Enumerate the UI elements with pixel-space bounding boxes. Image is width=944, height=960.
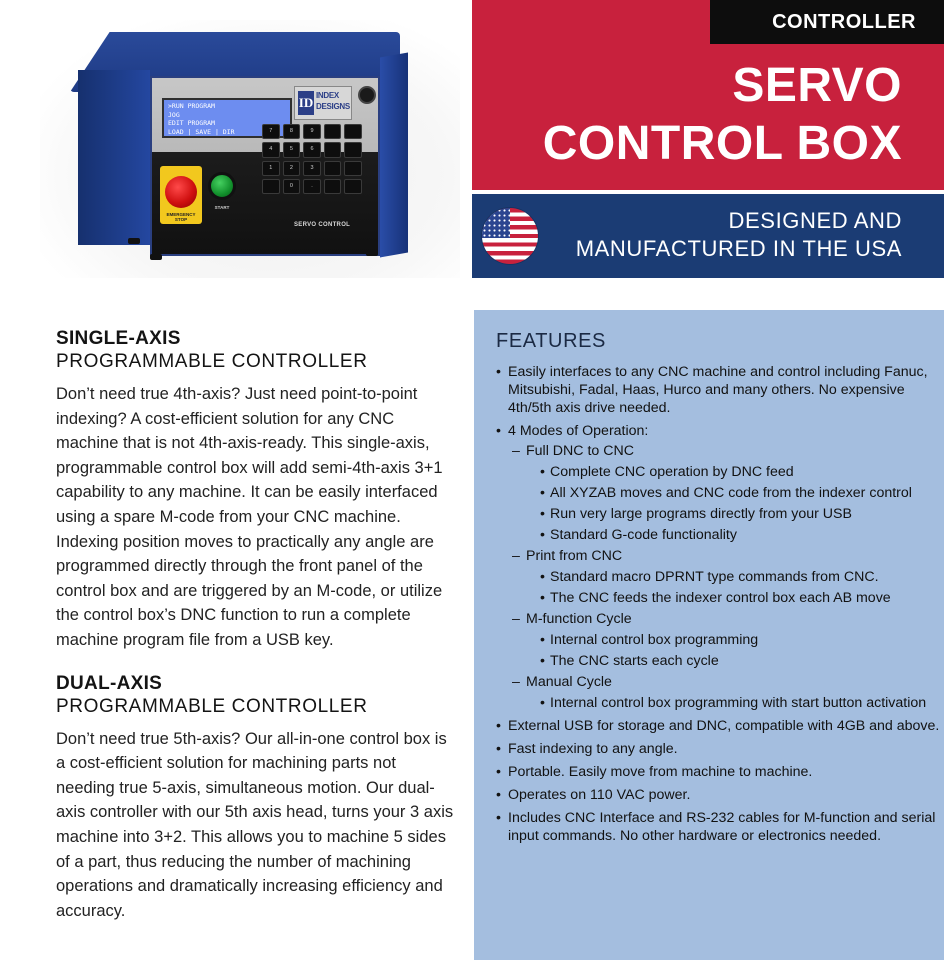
mode-detail: • The CNC starts each cycle xyxy=(540,652,944,670)
section-subheading: PROGRAMMABLE CONTROLLER xyxy=(56,695,368,717)
section-body: Don’t need true 4th-axis? Just need point-to-point indexing? A cost-efficient solution for any CNC machine that is not 4th-axis-ready. This single-axis, programmable control box will add semi-4th-axis 3+1 capability to any machine. It can be easily interfaced using a spare M-code from your CNC machine. Indexing position moves to practically any angle are programmed directly through the front panel of the control box and are triggered by an M-code, or utilize the control box’s DNC function to run a complete machine program file from a USB key. xyxy=(56,385,443,649)
keypad-key: 0 xyxy=(283,179,301,194)
mode-name: Print from CNC xyxy=(526,548,623,564)
section-subheading: PROGRAMMABLE CONTROLLER xyxy=(56,351,368,372)
mode-item xyxy=(512,547,944,607)
feature-item-modes xyxy=(496,422,944,712)
mode-detail: • Internal control box programming with start button activation xyxy=(540,694,944,712)
usa-flag-icon xyxy=(482,208,538,264)
keypad-key: 2 xyxy=(283,161,301,176)
mode-details xyxy=(526,568,944,607)
lcd-line: LOAD | SAVE | DIR xyxy=(168,127,235,136)
keypad-key: 7 xyxy=(262,124,280,139)
mode-detail: • Run very large programs directly from your USB xyxy=(540,505,944,523)
mode-item xyxy=(512,673,944,712)
mode-details xyxy=(526,463,944,544)
section-body: Don’t need true 5th-axis? Our all-in-one control box is a cost-efficient solution for machining parts not needing true 5-axis, simultaneous motion. Our dual-axis controller with our 5th axis head, turns your 3 axis machine into 3+2. This allows you to machine 5 sides of a part, thus reducing the number of machining operations and dramatically increasing efficiency and accuracy. xyxy=(56,729,454,920)
keypad-key: 4 xyxy=(262,142,280,157)
origin-panel xyxy=(472,194,944,278)
keypad xyxy=(262,124,362,194)
mode-name: Full DNC to CNC xyxy=(526,443,634,459)
mode-detail: • Standard G-code functionality xyxy=(540,526,944,544)
flag-canton xyxy=(482,208,510,238)
dual-axis-section xyxy=(56,673,456,924)
section-heading: SINGLE-AXIS xyxy=(56,328,181,349)
mode-name: M-function Cycle xyxy=(526,611,632,627)
mode-detail: • All XYZAB moves and CNC code from the indexer control xyxy=(540,484,944,502)
single-axis-section xyxy=(56,328,456,653)
origin-line-2: MANUFACTURED IN THE USA xyxy=(575,236,902,261)
mode-detail: • Complete CNC operation by DNC feed xyxy=(540,463,944,481)
features-list xyxy=(496,363,944,845)
emergency-stop-button xyxy=(165,176,197,208)
lcd-line: EDIT PROGRAM xyxy=(168,119,215,127)
keypad-key xyxy=(324,124,342,139)
features-panel xyxy=(474,310,944,960)
mode-item xyxy=(512,610,944,670)
features-title: FEATURES xyxy=(496,330,606,352)
enclosure-right-side xyxy=(380,53,408,258)
keypad-key: . xyxy=(303,179,321,194)
keypad-key: 3 xyxy=(303,161,321,176)
section-heading: DUAL-AXIS xyxy=(56,672,163,694)
panel-label: SERVO CONTROL xyxy=(294,222,351,228)
keypad-key: 5 xyxy=(283,142,301,157)
description-column xyxy=(56,328,456,923)
brand-logo-text: INDEX DESIGNS xyxy=(316,91,350,111)
feature-item: • Includes CNC Interface and RS-232 cables for M-function and serial input commands. No other hardware or electronics needed. xyxy=(496,809,944,845)
feature-item: • External USB for storage and DNC, compatible with 4GB and above. xyxy=(496,717,944,735)
start-button xyxy=(208,172,236,200)
mode-detail: • Internal control box programming xyxy=(540,631,944,649)
feature-item: • Easily interfaces to any CNC machine and control including Fanuc, Mitsubishi, Fadal, Haas, Hurco and many others. No expensive 4th/5th axis drive needed. xyxy=(496,363,944,417)
keypad-key: 1 xyxy=(262,161,280,176)
keypad-key xyxy=(324,179,342,194)
mode-detail: • Standard macro DPRNT type commands from CNC. xyxy=(540,568,944,586)
product-photo xyxy=(0,0,474,278)
enclosure-foot xyxy=(366,250,378,256)
keypad-key: 6 xyxy=(303,142,321,157)
keypad-key xyxy=(344,124,362,139)
keypad-key: 9 xyxy=(303,124,321,139)
category-label: CONTROLLER xyxy=(710,0,944,44)
lcd-line: JOG xyxy=(168,110,180,119)
keypad-key xyxy=(324,142,342,157)
mode-details xyxy=(526,631,944,670)
keypad-key xyxy=(324,161,342,176)
brand-logo-mark: ID xyxy=(298,91,314,115)
origin-line-1: DESIGNED AND xyxy=(728,208,902,233)
estop-label: EMERGENCY STOP xyxy=(166,212,196,222)
mode-item xyxy=(512,442,944,544)
keypad-key xyxy=(344,161,362,176)
modes-list xyxy=(508,442,944,712)
brand-logo xyxy=(294,86,352,120)
product-title-line-2: CONTROL BOX xyxy=(542,117,902,170)
title-panel xyxy=(472,0,944,190)
enclosure-left-side xyxy=(78,70,150,245)
mode-name: Manual Cycle xyxy=(526,674,612,690)
jog-knob xyxy=(358,86,376,104)
lcd-line: >RUN PROGRAM xyxy=(168,102,215,110)
keypad-key xyxy=(262,179,280,194)
feature-item: • Fast indexing to any angle. xyxy=(496,740,944,758)
mode-details xyxy=(526,694,944,712)
feature-item: • Portable. Easily move from machine to machine. xyxy=(496,763,944,781)
mode-detail: • The CNC feeds the indexer control box each AB move xyxy=(540,589,944,607)
keypad-key xyxy=(344,179,362,194)
product-title-line-1: SERVO xyxy=(732,59,902,112)
keypad-key: 8 xyxy=(283,124,301,139)
enclosure-foot xyxy=(150,254,162,260)
feature-item: • Operates on 110 VAC power. xyxy=(496,786,944,804)
start-label: START xyxy=(214,205,230,210)
feature-item-label: 4 Modes of Operation: xyxy=(508,423,649,439)
enclosure-foot xyxy=(128,238,140,244)
keypad-key xyxy=(344,142,362,157)
